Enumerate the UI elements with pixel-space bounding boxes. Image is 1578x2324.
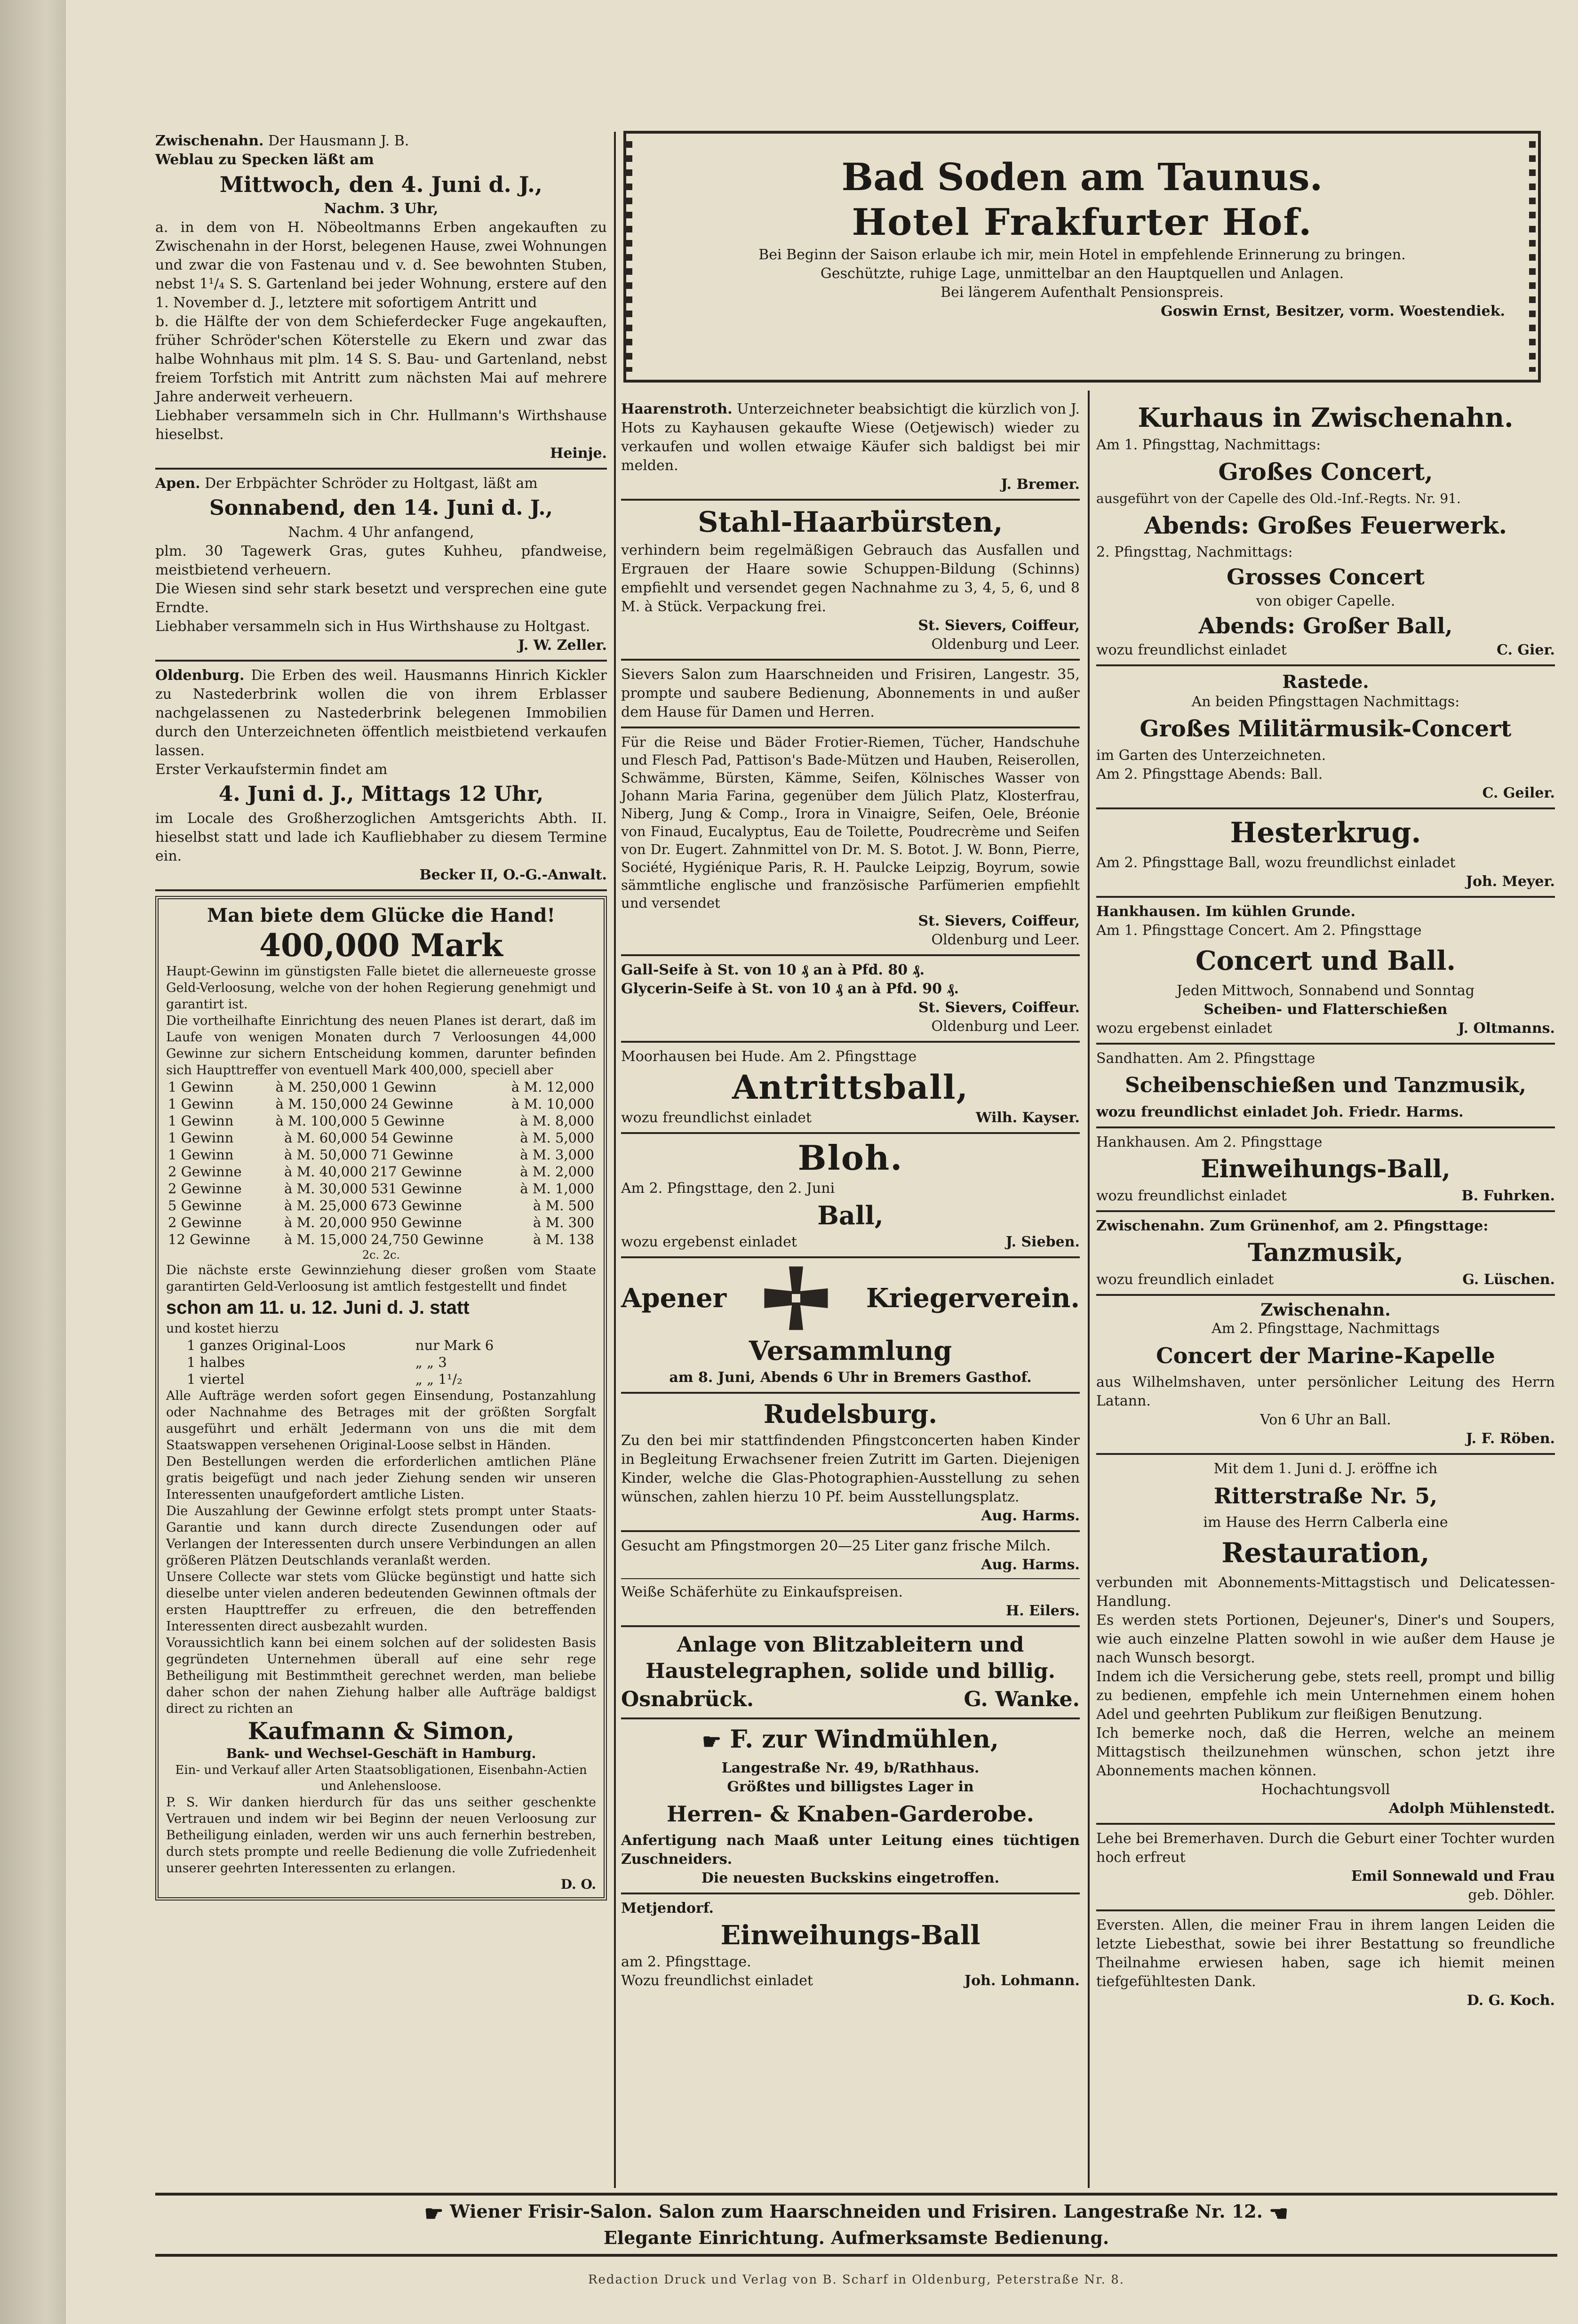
divider bbox=[1096, 1453, 1555, 1455]
lottery-text: Den Bestellungen werden die erforderlichen amtlichen Pläne gratis beigefügt und nach jeder Ziehung senden wir unseren Interessenten unaufgefordert amtliche Listen. bbox=[166, 1454, 596, 1502]
ad-signature: G. Lüschen. bbox=[1462, 1271, 1555, 1288]
prize-cell: à M. 15,000 bbox=[284, 1231, 367, 1247]
notice-lead: Apen. bbox=[155, 475, 200, 492]
ad-signature: D. G. Koch. bbox=[1466, 1992, 1555, 2009]
notice-text: b. die Hälfte der von dem Schieferdecker Fuge angekauften, früher Schröder'schen Köterstelle zu Ekern und zwar das halbe Wohnhaus mit plm. 14 S. S. Bau- und Gartenland, nebst freiem Torfstich mit Antritt zum nächsten Mai auf mehrere Jahre anderweit verheuern. bbox=[155, 313, 607, 405]
ad-text: Jeden Mittwoch, Sonnabend und Sonntag bbox=[1177, 982, 1474, 999]
ad-text: Weiße Schäferhüte zu Einkaufspreisen. bbox=[621, 1584, 903, 1600]
ad-signature: St. Sievers, Coiffeur. bbox=[918, 999, 1080, 1016]
prize-row bbox=[166, 1197, 596, 1214]
divider bbox=[1096, 1210, 1555, 1212]
lottery-text: Voraussichtlich kann bei einem solchen auf der solidesten Basis gegründeten Unternehmen überall auf eine sehr rege Betheiligung mit Bestimmtheit gerechnet werden, man beliebe daher schon der nahen Ziehung halber alle Aufträge baldigst direct zu richten an bbox=[166, 1636, 596, 1716]
divider bbox=[621, 1392, 1080, 1394]
divider bbox=[621, 954, 1080, 956]
lottery-text: und kostet hierzu bbox=[166, 1321, 279, 1336]
notice-date: 4. Juni d. J., Mittags 12 Uhr, bbox=[218, 782, 544, 806]
prize-cell: 1 Gewinn bbox=[168, 1079, 234, 1095]
ad-heading: Bloh. bbox=[797, 1138, 903, 1178]
ad-text: wozu ergebenst einladet bbox=[1096, 1020, 1272, 1037]
ad-text: wozu ergebenst einladet bbox=[621, 1234, 797, 1250]
ad-text: Von 6 Uhr an Ball. bbox=[1260, 1412, 1391, 1428]
divider bbox=[621, 1625, 1080, 1627]
ad-signature-row bbox=[1096, 1187, 1555, 1206]
prize-row bbox=[166, 1078, 596, 1095]
footer-line bbox=[155, 2199, 1557, 2226]
ad-text: wozu freundlich einladet bbox=[1096, 1271, 1274, 1288]
price-cell: „ „ 3 bbox=[415, 1354, 447, 1370]
ad-text: verhindern beim regelmäßigen Gebrauch das Ausfallen und Ergrauen der Haare sowie Schuppen-Bildung (Schinns) empfiehlt und versendet gegen Nachnahme zu 3, 4, 5, 6, und 8 M. à Stück. Verpackung frei. bbox=[621, 542, 1080, 615]
divider bbox=[621, 1893, 1080, 1894]
prize-cell: 1 Gewinn bbox=[168, 1113, 234, 1129]
notice-text: Liebhaber versammeln sich in Hus Wirthshause zu Holtgast. bbox=[155, 618, 590, 635]
divider bbox=[621, 499, 1080, 501]
ad-heading: Grosses Concert bbox=[1227, 564, 1425, 590]
price-cell: „ „ 1¹/₂ bbox=[415, 1371, 462, 1387]
ad-signature-row bbox=[1096, 641, 1555, 660]
lottery-text: Die nächste erste Gewinnziehung dieser großen vom Staate garantirten Geld-Verloosung ist amtlich festgestellt und findet bbox=[166, 1263, 596, 1294]
ad-text: wozu freundlichst einladet bbox=[1096, 1188, 1287, 1204]
notice-text: Die Wiesen sind sehr stark besetzt und versprechen eine gute Erndte. bbox=[155, 581, 607, 616]
ad-heading bbox=[621, 1724, 1080, 1757]
ad-signature: G. Wanke. bbox=[964, 1687, 1080, 1711]
ad-signature-row bbox=[1096, 1019, 1555, 1038]
prize-cell: à M. 1,000 bbox=[520, 1181, 594, 1197]
prize-table bbox=[166, 1078, 596, 1248]
hotel-text: Bei Beginn der Saison erlaube ich mir, mein Hotel in empfehlende Erinnerung zu bringen. bbox=[758, 247, 1406, 263]
notice-date: Mittwoch, den 4. Juni d. J., bbox=[219, 172, 543, 197]
ad-signature: Oldenburg und Leer. bbox=[931, 636, 1080, 653]
ad-text: Gesucht am Pfingstmorgen 20—25 Liter ganz frische Milch. bbox=[621, 1538, 1051, 1554]
ad-text: Am 1. Pfingsttag, Nachmittags: bbox=[1096, 437, 1321, 453]
divider bbox=[155, 660, 607, 662]
lottery-text: P. S. Wir danken hierdurch für das uns seither geschenkte Vertrauen und indem wir bei Beginn der neuen Verloosung zur Betheiligung einladen, werden wir uns auch fernerhin bestreben, durch stets prompte und reelle Bedienung die volle Zufriedenheit unserer geehrten Interessenten zu erlangen. bbox=[166, 1795, 596, 1876]
prize-cell: à M. 3,000 bbox=[520, 1147, 594, 1163]
lottery-signature: D. O. bbox=[560, 1877, 596, 1892]
prize-cell: 5 Gewinne bbox=[371, 1113, 445, 1129]
notice-lead: Oldenburg. bbox=[155, 667, 245, 684]
krieger-heading bbox=[621, 1263, 1080, 1334]
price-cell: nur Mark 6 bbox=[415, 1337, 494, 1353]
notice-text: Die Erben des weil. Hausmanns Hinrich Kickler zu Nastederbrink wollen die von ihrem Erblasser nachgelassenen zu Nastederbrink belegenen Immobilien durch den Unterzeichneten öffentlich meistbietend verkaufen lassen. bbox=[155, 667, 607, 759]
notice-text bbox=[155, 474, 607, 493]
prize-cell: 217 Gewinne bbox=[371, 1164, 462, 1180]
notice-text: Der Erbpächter Schröder zu Holtgast, läßt am bbox=[205, 475, 538, 492]
prize-row bbox=[166, 1231, 596, 1248]
prize-cell: 54 Gewinne bbox=[371, 1130, 454, 1146]
ad-text: Am 1. Pfingsttage Concert. Am 2. Pfingsttage bbox=[1096, 922, 1422, 939]
lottery-etc: 2c. 2c. bbox=[362, 1248, 400, 1262]
ad-text: An beiden Pfingsttagen Nachmittags: bbox=[1191, 694, 1460, 710]
ad-heading: Tanzmusik, bbox=[1248, 1238, 1403, 1267]
prize-cell: à M. 25,000 bbox=[284, 1198, 367, 1214]
notice-lead: Rastede. bbox=[1282, 671, 1369, 692]
ad-heading: Ball, bbox=[817, 1200, 884, 1230]
prize-cell: à M. 100,000 bbox=[275, 1113, 367, 1129]
ad-text: im Hause des Herrn Calberla eine bbox=[1203, 1514, 1448, 1531]
price-row bbox=[185, 1371, 529, 1388]
lottery-text: Ein- und Verkauf aller Arten Staatsobligationen, Eisenbahn-Actien und Anlehensloose. bbox=[175, 1763, 587, 1793]
prize-cell: à M. 5,000 bbox=[520, 1130, 594, 1146]
prize-cell: à M. 500 bbox=[533, 1198, 594, 1214]
hotel-location-heading: Bad Soden am Taunus. bbox=[841, 155, 1323, 199]
column-3 bbox=[1096, 400, 1555, 2010]
prize-row bbox=[166, 1129, 596, 1146]
ad-heading: Herren- & Knaben-Garderobe. bbox=[667, 1801, 1034, 1827]
ad-text: Zu den bei mir stattfindenden Pfingstconcerten haben Kinder in Begleitung Erwachsener freien Zutritt im Garten. Diejenigen Kinder, welche die Glas-Photographien-Ausstellung zu sehen wünschen, zahlen hierzu 10 Pf. beim Ausstellungsplatz. bbox=[621, 1432, 1080, 1505]
hotel-text: Bei längerem Aufenthalt Pensionspreis. bbox=[940, 284, 1224, 301]
notice-text bbox=[155, 666, 607, 760]
prize-cell: à M. 12,000 bbox=[511, 1079, 594, 1095]
hotel-name-heading: Hotel Frakfurter Hof. bbox=[852, 201, 1313, 244]
pointing-hand-icon: ☛ bbox=[424, 2200, 444, 2226]
notice-lead: Zwischenahn. bbox=[1260, 1300, 1391, 1320]
divider bbox=[1096, 1294, 1555, 1296]
divider bbox=[155, 2193, 1557, 2196]
notice-lead: Zwischenahn. bbox=[155, 133, 264, 149]
prize-cell: 12 Gewinne bbox=[168, 1231, 251, 1247]
ad-text: ausgeführt von der Capelle des Old.-Inf.-Regts. Nr. 91. bbox=[1096, 491, 1461, 506]
ad-signature: geb. Döhler. bbox=[1468, 1887, 1555, 1903]
notice-signature: J. W. Zeller. bbox=[518, 637, 607, 654]
divider bbox=[621, 1132, 1080, 1134]
ad-signature: Aug. Harms. bbox=[981, 1557, 1080, 1573]
divider bbox=[1096, 664, 1555, 666]
ad-signature-row bbox=[621, 1972, 1080, 1990]
ad-heading: Restauration, bbox=[1221, 1537, 1430, 1569]
ad-heading: Apener bbox=[621, 1283, 727, 1314]
prize-row bbox=[166, 1180, 596, 1197]
ad-text: verbunden mit Abonnements-Mittagstisch und Delicatessen-Handlung. bbox=[1096, 1574, 1555, 1610]
ad-text: Am 2. Pfingsttage Ball, wozu freundlichst einladet bbox=[1096, 855, 1456, 871]
lottery-text: Alle Aufträge werden sofort gegen Einsendung, Postanzahlung oder Nachnahme des Betrages mit der größten Sorgfalt ausgeführt und erhält Jedermann von uns die mit dem Staatswappen versehenen Original-Loose selbst in Händen. bbox=[166, 1389, 596, 1453]
divider bbox=[1096, 1823, 1555, 1825]
ad-signature-row bbox=[621, 1686, 1080, 1713]
imprint: Redaction Druck und Verlag von B. Scharf in Oldenburg, Peterstraße Nr. 8. bbox=[588, 2273, 1125, 2287]
page-gutter bbox=[0, 0, 66, 2324]
ad-text: Am 2. Pfingsttage, den 2. Juni bbox=[621, 1180, 835, 1197]
ad-heading: Stahl-Haarbürsten, bbox=[698, 506, 1003, 539]
hotel-signature: Goswin Ernst, Besitzer, vorm. Woestendiek. bbox=[1161, 303, 1505, 319]
ad-signature: Joh. Lohmann. bbox=[964, 1972, 1080, 1989]
ad-text: Anfertigung nach Maaß unter Leitung eines tüchtigen Zuschneiders. bbox=[621, 1832, 1080, 1868]
ad-heading: Abends: Großer Ball, bbox=[1198, 613, 1453, 639]
ad-text: Hankhausen. Am 2. Pfingsttage bbox=[1096, 1134, 1323, 1150]
ad-heading: Anlage von Blitzableitern und Haustelegraphen, solide und billig. bbox=[645, 1633, 1056, 1683]
ad-text: Langestraße Nr. 49, b/Rathhaus. bbox=[721, 1759, 980, 1776]
ad-text: von obiger Capelle. bbox=[1256, 593, 1395, 609]
lottery-text: Die Auszahlung der Gewinne erfolgt stets prompt unter Staats-Garantie und kann durch directe Zusendungen oder auf Verlangen der Interessenten durch unsere Verbindungen an allen größeren Plätzen Deutschlands veranlaßt werden. bbox=[166, 1504, 596, 1568]
notice-text: Der Hausmann J. B. bbox=[268, 133, 409, 149]
iron-cross-icon bbox=[761, 1263, 831, 1334]
ad-text: Sievers Salon zum Haarschneiden und Frisiren, Langestr. 35, prompte und saubere Bedienung, Abonnements in und außer dem Hause für Damen und Herren. bbox=[621, 666, 1080, 720]
ad-heading: Großes Concert, bbox=[1218, 458, 1433, 486]
prize-cell: 950 Gewinne bbox=[371, 1214, 462, 1230]
ad-signature: J. F. Röben. bbox=[1466, 1430, 1555, 1447]
ad-text: wozu freundlichst einladet bbox=[1096, 642, 1287, 658]
divider bbox=[1096, 1043, 1555, 1045]
divider bbox=[621, 1041, 1080, 1043]
ad-text: Eversten. Allen, die meiner Frau in ihrem langen Leiden die letzte Liebesthat, sowie bei ihrer Bestattung so freundliche Theilnahme erwiesen haben, sage ich hiemit meinen tiefgefühltesten Dank. bbox=[1096, 1917, 1555, 1990]
ad-text: Ich bemerke noch, daß die Herren, welche an meinem Mittagstisch theilzunehmen wünschen, schon jetzt ihre Abonnements machen können. bbox=[1096, 1725, 1555, 1779]
ad-heading: Concert der Marine-Kapelle bbox=[1156, 1343, 1495, 1368]
price-table bbox=[185, 1337, 529, 1388]
footer-advert bbox=[155, 2193, 1557, 2257]
divider bbox=[621, 1256, 1080, 1258]
prize-cell: à M. 150,000 bbox=[275, 1096, 367, 1112]
notice-text: Erster Verkaufstermin findet am bbox=[155, 761, 388, 778]
ad-heading-text: F. zur Windmühlen, bbox=[730, 1725, 999, 1754]
prize-cell: 1 Gewinn bbox=[371, 1079, 437, 1095]
ad-signature: Adolph Mühlenstedt. bbox=[1388, 1800, 1555, 1817]
ad-text: Sandhatten. Am 2. Pfingsttage bbox=[1096, 1050, 1315, 1067]
ad-text: Glycerin-Seife à St. von 10 ₰ an à Pfd. 90 ₰. bbox=[621, 981, 959, 997]
ad-heading: Ritterstraße Nr. 5, bbox=[1213, 1483, 1438, 1509]
prize-cell: à M. 30,000 bbox=[284, 1181, 367, 1197]
ad-heading: Einweihungs-Ball, bbox=[1201, 1155, 1450, 1183]
ad-text: Mit dem 1. Juni d. J. eröffne ich bbox=[1213, 1461, 1438, 1477]
ad-signature-row bbox=[621, 1109, 1080, 1127]
prize-cell: à M. 60,000 bbox=[284, 1130, 367, 1146]
notice-signature: Becker II, O.-G.-Anwalt. bbox=[419, 867, 607, 883]
lottery-draw-date: schon am 11. u. 12. Juni d. J. statt bbox=[166, 1297, 470, 1318]
ad-signature: Oldenburg und Leer. bbox=[931, 1018, 1080, 1035]
ad-signature-row bbox=[1096, 1270, 1555, 1289]
notice-time: Nachm. 3 Uhr, bbox=[324, 200, 438, 217]
ad-text: Hochachtungsvoll bbox=[1261, 1781, 1390, 1798]
prize-cell: à M. 10,000 bbox=[511, 1096, 594, 1112]
ad-text: Größtes und billigstes Lager in bbox=[727, 1778, 974, 1795]
divider bbox=[1096, 1126, 1555, 1128]
prize-row bbox=[166, 1095, 596, 1112]
notice-signature: J. Bremer. bbox=[1001, 476, 1080, 493]
notice-text: Liebhaber versammeln sich in Chr. Hullmann's Wirthshause hieselbst. bbox=[155, 407, 607, 443]
notice-text: im Locale des Großherzoglichen Amtsgerichts Abth. II. hieselbst statt und lade ich Kaufliebhaber zu diesem Termine ein. bbox=[155, 810, 607, 864]
notice-time: Nachm. 4 Uhr anfangend, bbox=[288, 524, 474, 541]
ad-signature: St. Sievers, Coiffeur, bbox=[918, 913, 1080, 929]
prize-cell: à M. 40,000 bbox=[284, 1164, 367, 1180]
divider bbox=[621, 727, 1080, 728]
column-rule bbox=[1088, 391, 1090, 2188]
divider bbox=[155, 468, 607, 470]
notice-text: a. in dem von H. Nöbeoltmanns Erben angekauften zu Zwischenahn in der Horst, belegenen Hause, zwei Wohnungen und zwar die von Fastenau und v. d. See bewohnten Stuben, nebst 1¹/₄ S. S. Gartenland bei jeder Wohnung, erstere auf den 1. November d. J., letztere mit sofortigem Antritt und bbox=[155, 219, 607, 311]
notice-lead: Haarenstroth. bbox=[621, 401, 733, 417]
prize-cell: 1 Gewinn bbox=[168, 1096, 234, 1112]
prize-cell: 5 Gewinne bbox=[168, 1198, 242, 1214]
notice-text: Unterzeichneter beabsichtigt die kürzlich von J. Hots zu Kayhausen gekaufte Wiese (Oetjewisch) wieder zu verkaufen und wollen etwaige Käufer sich baldigst bei mir melden. bbox=[621, 401, 1080, 474]
prize-cell: à M. 8,000 bbox=[520, 1113, 594, 1129]
ad-heading: Concert und Ball. bbox=[1195, 945, 1456, 976]
ad-text: Am 2. Pfingsttage Abends: Ball. bbox=[1096, 766, 1323, 783]
lottery-headline: Man biete dem Glücke die Hand! bbox=[207, 904, 556, 926]
ad-signature: Emil Sonnewald und Frau bbox=[1351, 1868, 1555, 1885]
ad-text: am 8. Juni, Abends 6 Uhr in Bremers Gasthof. bbox=[669, 1369, 1032, 1386]
ad-text: Wozu freundlichst einladet bbox=[621, 1972, 813, 1989]
ad-signature: J. Sieben. bbox=[1005, 1234, 1080, 1250]
ad-heading: Kriegerverein. bbox=[866, 1283, 1080, 1314]
border-ornament bbox=[1529, 141, 1536, 372]
hotel-advert bbox=[623, 131, 1541, 383]
price-row bbox=[185, 1354, 529, 1371]
prize-cell: 673 Gewinne bbox=[371, 1198, 462, 1214]
ad-signature: C. Geiler. bbox=[1482, 785, 1555, 801]
price-row bbox=[185, 1337, 529, 1354]
divider bbox=[1096, 807, 1555, 809]
notice-text bbox=[621, 400, 1080, 475]
ad-signature: Oldenburg und Leer. bbox=[931, 932, 1080, 948]
price-cell: 1 ganzes Original-Loos bbox=[187, 1337, 346, 1353]
lottery-firm: Kaufmann & Simon, bbox=[247, 1717, 515, 1745]
border-ornament bbox=[626, 141, 632, 372]
lottery-text: Haupt-Gewinn im günstigsten Falle bietet die allerneueste grosse Geld-Verloosung, welche von der hohen Regierung genehmigt und garantirt ist. bbox=[166, 964, 596, 1012]
prize-cell: 24 Gewinne bbox=[371, 1096, 454, 1112]
lottery-text: Die vortheilhafte Einrichtung des neuen Planes ist derart, daß im Laufe von wenigen Monaten durch 7 Verloosungen 44,000 Gewinne zur sichern Entscheidung kommen, darunter befinden sich Haupttreffer von eventuell Mark 400,000, speciell aber bbox=[166, 1014, 596, 1078]
ad-text: Zwischenahn. Zum Grünenhof, am 2. Pfingsttage: bbox=[1096, 1218, 1489, 1234]
prize-cell: à M. 20,000 bbox=[284, 1214, 367, 1230]
ad-text: 2. Pfingsttag, Nachmittags: bbox=[1096, 544, 1293, 560]
ad-text: Osnabrück. bbox=[621, 1687, 754, 1711]
prize-cell: à M. 50,000 bbox=[284, 1147, 367, 1163]
lottery-text: Unsere Collecte war stets vom Glücke begünstigt und hatte sich dieselbe unter vielen anderen bedeutenden Gewinnen oftmals der ersten Haupttreffer zu erfreuen, die den betreffenden Interessenten direct ausbezahlt wurden. bbox=[166, 1570, 596, 1634]
prize-cell: 531 Gewinne bbox=[371, 1181, 462, 1197]
pointing-hand-icon: ☚ bbox=[1269, 2200, 1289, 2226]
divider bbox=[621, 659, 1080, 661]
divider bbox=[155, 2254, 1557, 2257]
ad-text: Für die Reise und Bäder Frotier-Riemen, Tücher, Handschuhe und Flesch Pad, Pattison's Bade-Mützen und Hauben, Reiserollen, Schwämme, Bürsten, Kämme, Seifen, Kölnisches Wasser von Johann Maria Farina, gegenüber dem Jülich Platz, Klosterfrau, Niberg, Jung & Comp., Irora in Vinaigre, Seifen, Oele, Bréonie von Finaud, Eucalyptus, Eau de Toilette, Poudrecrème und Seifen von Dr. Eugert. Zahnmittel von Dr. M. S. Botot. J. W. Bonn, Pierre, Société, Hygiénique Paris, R. H. Paulcke Leipzig, Boyrum, sowie sämmtliche englische und französische Parfümerien empfiehlt und versendet bbox=[621, 734, 1080, 911]
ad-heading: Kurhaus in Zwischenahn. bbox=[1138, 402, 1514, 433]
lottery-firm-sub: Bank- und Wechsel-Geschäft in Hamburg. bbox=[226, 1746, 536, 1761]
hotel-text: Geschützte, ruhige Lage, unmittelbar an den Hauptquellen und Anlagen. bbox=[820, 265, 1344, 282]
ad-text: Hankhausen. Im kühlen Grunde. bbox=[1096, 903, 1356, 920]
ad-text: Lehe bei Bremerhaven. Durch die Geburt einer Tochter wurden hoch erfreut bbox=[1096, 1830, 1555, 1866]
footer-text: Wiener Frisir-Salon. Salon zum Haarschneiden und Frisiren. Langestraße Nr. 12. bbox=[450, 2201, 1263, 2222]
ad-text: wozu freundlichst einladet Joh. Friedr. Harms. bbox=[1096, 1104, 1464, 1120]
ad-heading: Großes Militärmusik-Concert bbox=[1140, 716, 1512, 742]
ad-signature: B. Fuhrken. bbox=[1461, 1188, 1555, 1204]
ad-text: Am 2. Pfingsttage, Nachmittags bbox=[1211, 1320, 1440, 1337]
ad-signature: Joh. Meyer. bbox=[1466, 873, 1555, 890]
ad-text: Es werden stets Portionen, Dejeuner's, Diner's und Soupers, wie auch einzelne Platten sowohl in wie außer dem Hause je nach Wunsch besorgt. bbox=[1096, 1612, 1555, 1666]
prize-cell: 1 Gewinn bbox=[168, 1147, 234, 1163]
ad-signature: H. Eilers. bbox=[1005, 1603, 1080, 1619]
column-1 bbox=[155, 132, 607, 1906]
ad-text: im Garten des Unterzeichneten. bbox=[1096, 747, 1326, 764]
prize-cell: à M. 138 bbox=[533, 1231, 594, 1247]
prize-row bbox=[166, 1112, 596, 1129]
ad-signature: Wilh. Kayser. bbox=[975, 1110, 1080, 1126]
lottery-advert bbox=[155, 896, 607, 1901]
pointing-hand-icon: ☛ bbox=[702, 1728, 722, 1754]
prize-cell: 71 Gewinne bbox=[371, 1147, 454, 1163]
ad-text: aus Wilhelmshaven, unter persönlicher Leitung des Herrn Latann. bbox=[1096, 1374, 1555, 1409]
ad-signature-row bbox=[621, 1233, 1080, 1252]
ad-signature: C. Gier. bbox=[1497, 642, 1555, 658]
lottery-prize-heading: 400,000 Mark bbox=[259, 927, 503, 964]
ad-text: Moorhausen bei Hude. Am 2. Pfingsttage bbox=[621, 1048, 917, 1065]
divider bbox=[621, 1578, 1080, 1579]
notice-lead: Metjendorf. bbox=[621, 1900, 714, 1917]
notice-signature: Heinje. bbox=[550, 445, 607, 462]
prize-cell: à M. 2,000 bbox=[520, 1164, 594, 1180]
price-cell: 1 viertel bbox=[187, 1371, 245, 1387]
ad-text: Indem ich die Versicherung gebe, stets reell, prompt und billig zu bedienen, empfehle ich mein Unternehmen einem hohen Adel und geehrten Publikum zur fleißigen Benutzung. bbox=[1096, 1669, 1555, 1723]
prize-row bbox=[166, 1163, 596, 1180]
prize-cell: 1 Gewinn bbox=[168, 1130, 234, 1146]
notice-date: Sonnabend, den 14. Juni d. J., bbox=[209, 496, 553, 520]
column-2 bbox=[621, 400, 1080, 1990]
column-rule bbox=[614, 132, 616, 2188]
divider bbox=[621, 1717, 1080, 1719]
prize-cell: 2 Gewinne bbox=[168, 1164, 242, 1180]
ad-text: Scheiben- und Flatterschießen bbox=[1203, 1001, 1448, 1018]
price-cell: 1 halbes bbox=[187, 1354, 245, 1370]
prize-cell: 2 Gewinne bbox=[168, 1214, 242, 1230]
ad-signature: St. Sievers, Coiffeur, bbox=[918, 617, 1080, 634]
ad-text: Gall-Seife à St. von 10 ₰ an à Pfd. 80 ₰. bbox=[621, 962, 925, 978]
prize-cell: à M. 300 bbox=[533, 1214, 594, 1230]
ad-text: wozu freundlichst einladet bbox=[621, 1110, 812, 1126]
ad-heading: Antrittsball, bbox=[732, 1068, 969, 1107]
ad-heading: Versammlung bbox=[749, 1335, 952, 1366]
divider bbox=[1096, 1909, 1555, 1911]
ad-heading: Einweihungs-Ball bbox=[720, 1919, 980, 1951]
ad-signature: J. Oltmanns. bbox=[1458, 1020, 1555, 1037]
ad-heading: Rudelsburg. bbox=[763, 1399, 938, 1429]
divider bbox=[155, 889, 607, 891]
prize-cell: 24,750 Gewinne bbox=[371, 1231, 484, 1247]
prize-row bbox=[166, 1146, 596, 1163]
ad-text: Die neuesten Buckskins eingetroffen. bbox=[701, 1869, 1000, 1886]
divider bbox=[621, 1530, 1080, 1532]
prize-row bbox=[166, 1214, 596, 1231]
prize-cell: 2 Gewinne bbox=[168, 1181, 242, 1197]
footer-text: Elegante Einrichtung. Aufmerksamste Bedienung. bbox=[603, 2227, 1109, 2248]
ad-text: am 2. Pfingsttage. bbox=[621, 1953, 751, 1970]
ad-heading: Abends: Großes Feuerwerk. bbox=[1144, 511, 1507, 539]
notice-text bbox=[155, 132, 607, 151]
notice-text: plm. 30 Tagewerk Gras, gutes Kuhheu, pfandweise, meistbietend verheuern. bbox=[155, 543, 607, 578]
ad-heading: Hesterkrug. bbox=[1230, 816, 1421, 849]
ad-signature: Aug. Harms. bbox=[981, 1508, 1080, 1524]
notice-text: Weblau zu Specken läßt am bbox=[155, 152, 374, 168]
ad-heading: Scheibenschießen und Tanzmusik, bbox=[1125, 1073, 1526, 1097]
prize-cell: à M. 250,000 bbox=[275, 1079, 367, 1095]
divider bbox=[1096, 896, 1555, 898]
